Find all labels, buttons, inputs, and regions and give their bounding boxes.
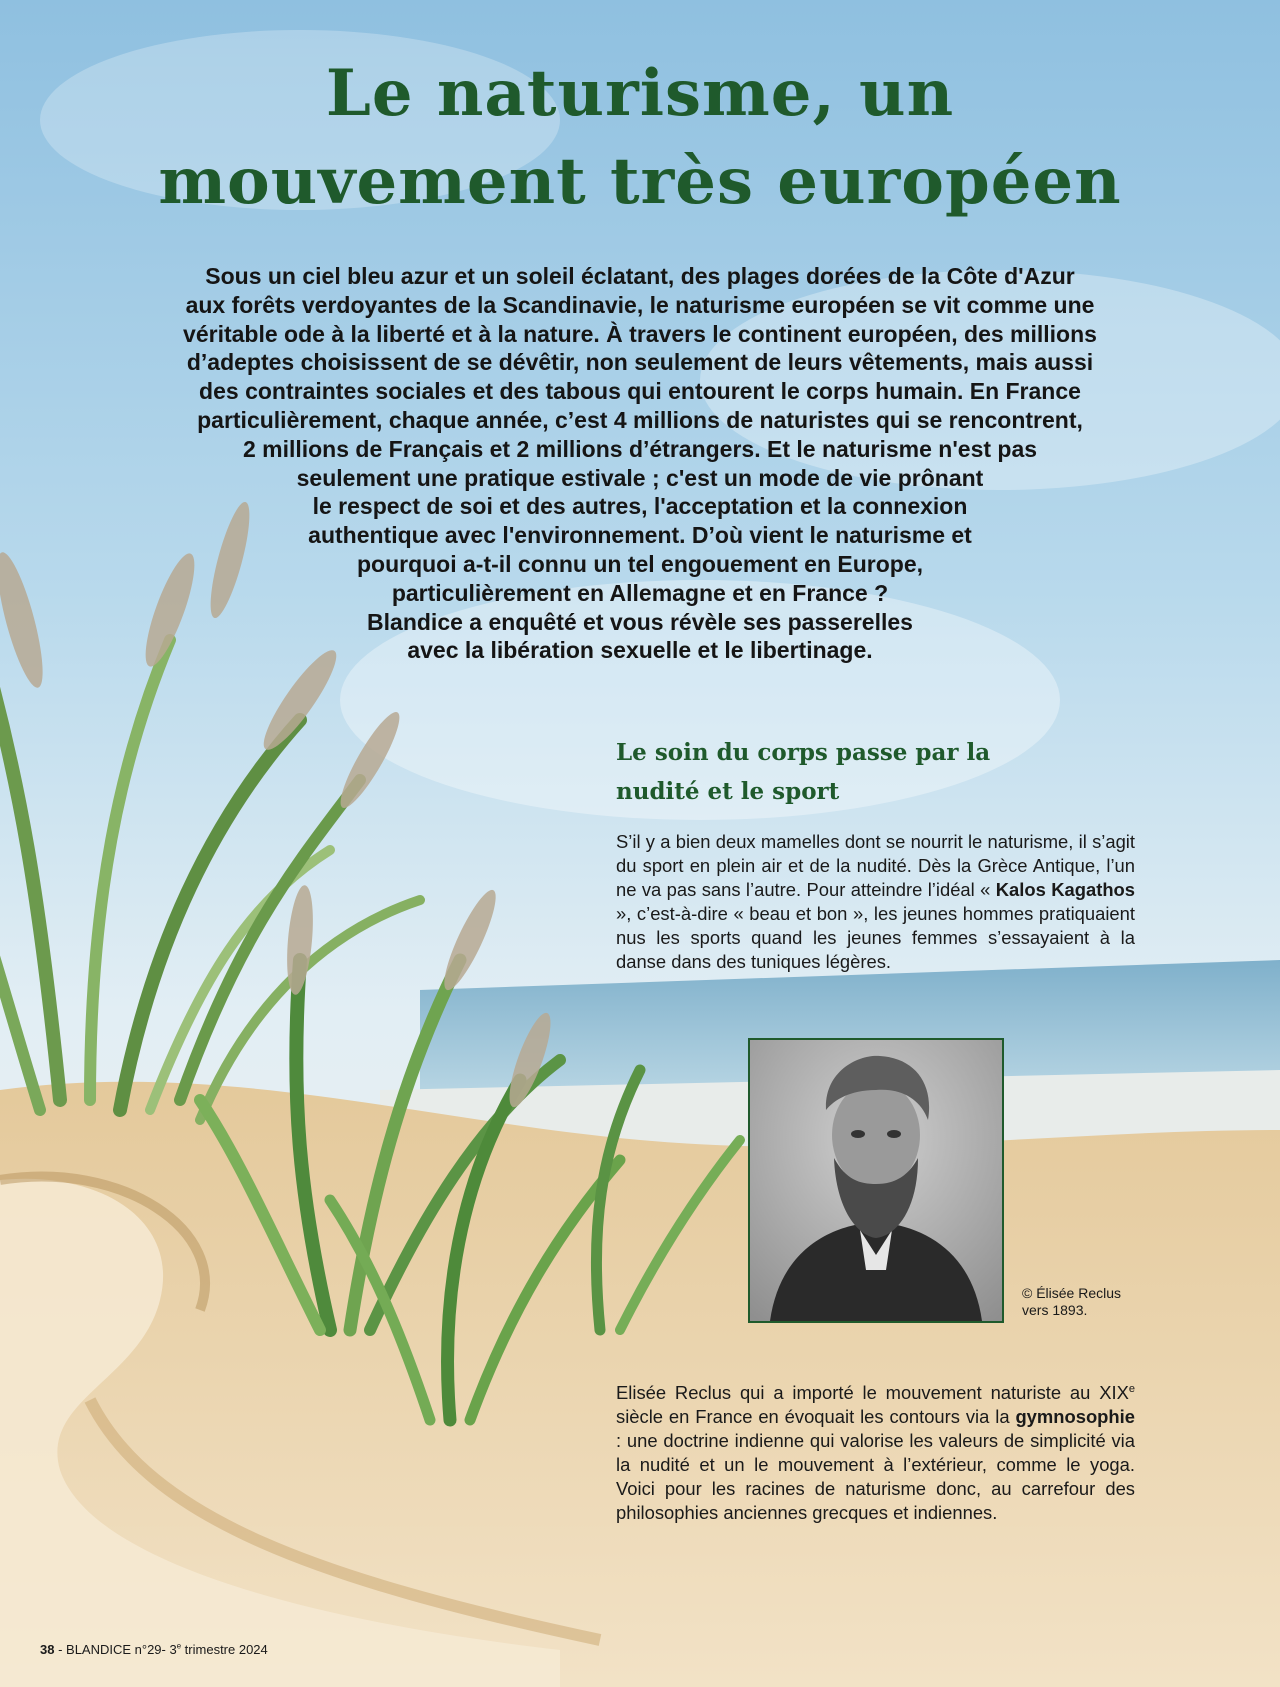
intro-paragraph	[90, 262, 1190, 665]
intro-line: Blandice a enquêté et vous révèle ses passerelles	[367, 608, 913, 635]
intro-line: d’adeptes choisissent de se dévêtir, non seulement de leurs vêtements, mais aussi	[186, 349, 1094, 376]
intro-line: avec la libération sexuelle et le libertinage.	[407, 637, 873, 664]
section-heading	[616, 733, 1136, 811]
intro-line: authentique avec l'environnement. D’où vient le naturisme et	[308, 522, 972, 549]
elisee-reclus-portrait	[748, 1038, 1004, 1323]
intro-line: particulièrement, chaque année, c’est 4 millions de naturistes qui se rencontrent,	[197, 406, 1083, 433]
body-text: Elisée Reclus qui a importé le mouvement naturiste au XIX	[616, 1382, 1129, 1403]
intro-line: 2 millions de Français et 2 millions d’étrangers. Et le naturisme n'est pas	[242, 435, 1038, 462]
body-text: S’il y a bien deux mamelles dont se nourrit le naturisme, il s’agit du sport en plein air et de la nudité. Dès la Grèce Antique, l’un ne va pas sans l’autre. Pour atteindre l’idéal «	[616, 831, 1135, 900]
page-number: 38	[40, 1642, 55, 1657]
intro-line: pourquoi a-t-il connu un tel engouement en Europe,	[356, 550, 924, 577]
intro-line: véritable ode à la liberté et à la nature. À travers le continent européen, des millions	[183, 320, 1097, 347]
intro-line: le respect de soi et des autres, l'acceptation et la connexion	[312, 493, 968, 520]
body-paragraph-reclus	[616, 1381, 1135, 1525]
title-line-1: Le naturisme, un	[325, 56, 955, 131]
title-line-2: mouvement très européen	[158, 144, 1122, 219]
gymnosophie-term: gymnosophie	[1015, 1406, 1135, 1427]
superscript: e	[1128, 1382, 1135, 1395]
body-text: », c’est-à-dire « beau et bon », les jeunes hommes pratiquaient nus les sports quand les jeunes femmes s’essayaient à la danse dans des tuniques légères.	[616, 903, 1135, 972]
section-heading-line-1: Le soin du corps passe par la	[616, 739, 991, 766]
article-title	[40, 50, 1240, 226]
portrait-photo	[750, 1040, 1002, 1321]
intro-line: seulement une pratique estivale ; c'est un mode de vie prônant	[296, 464, 984, 491]
intro-line: particulièrement en Allemagne et en France ?	[391, 579, 889, 606]
intro-line: aux forêts verdoyantes de la Scandinavie, le naturisme européen se vit comme une	[185, 291, 1095, 318]
footer-text: trimestre 2024	[181, 1642, 268, 1657]
body-text: siècle en France en évoquait les contours via la	[616, 1406, 1016, 1427]
intro-line: Sous un ciel bleu azur et un soleil éclatant, des plages dorées de la Côte d'Azur	[205, 263, 1075, 289]
caption-line-1: © Élisée Reclus	[1022, 1285, 1122, 1301]
body-text: : une doctrine indienne qui valorise les valeurs de simplicité via la nudité et un le mouvement à l’extérieur, comme le yoga. Voici pour les racines de naturisme donc, au carrefour des philosophies anciennes grecques et indiennes.	[616, 1430, 1135, 1523]
intro-line: des contraintes sociales et des tabous qui entourent le corps humain. En France	[199, 378, 1081, 405]
body-paragraph-sport	[616, 830, 1135, 974]
page-footer	[40, 1642, 268, 1657]
footer-text: - BLANDICE n°29- 3	[54, 1642, 177, 1657]
caption-line-2: vers 1893.	[1022, 1302, 1088, 1318]
photo-caption	[1022, 1285, 1162, 1319]
kalos-kagathos-term: Kalos Kagathos	[995, 879, 1136, 900]
footer-superscript: e	[176, 1641, 182, 1651]
section-heading-line-2: nudité et le sport	[616, 778, 840, 805]
